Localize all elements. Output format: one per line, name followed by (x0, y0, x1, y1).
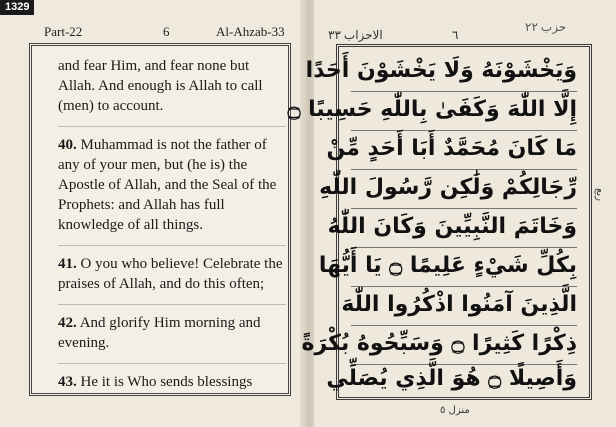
divider (58, 245, 286, 246)
verse-text: And glorify Him morning and evening. (58, 315, 261, 351)
arabic-surah-header: الاحزاب ٣٣ (328, 28, 383, 42)
paragraph-text: and fear Him, and fear none but Allah. And enough is Allah to call (men) to account. (58, 58, 263, 114)
page-number-badge: 1329 (0, 0, 34, 15)
margin-marker: ربع (594, 188, 605, 201)
arabic-page-number: ٦ (452, 28, 459, 42)
arabic-line: وَيَخْشَوْنَهُ وَلَا يَخْشَوْنَ أَحَدًا (351, 51, 577, 92)
divider (58, 126, 286, 127)
translation-frame (29, 43, 291, 396)
divider (58, 363, 286, 364)
arabic-line: ذِكْرًا كَثِيرًا ۝ وَسَبِّحُوهُ بُكْرَةً (351, 324, 577, 365)
arabic-line: الَّذِينَ آمَنُوا اذْكُرُوا اللّٰهَ (351, 285, 577, 326)
arabic-text-frame (287, 44, 592, 400)
part-header: Part-22 (44, 24, 83, 39)
arabic-line: إِلَّا اللّٰهَ وَكَفَىٰ بِاللّٰهِ حَسِيبًا ۝ (351, 90, 577, 131)
arabic-line: وَأَصِيلًا ۝ هُوَ الَّذِي يُصَلِّي (326, 366, 577, 391)
verse-text: He it is Who sends blessings (80, 374, 253, 390)
verse-43 (58, 372, 286, 398)
verse-number: 42. (58, 315, 77, 331)
arabic-line: وَخَاتَمَ النَّبِيِّينَ وَكَانَ اللّٰهُ (351, 207, 577, 248)
divider (58, 304, 286, 305)
verse-text: O you who believe! Celebrate the praises of Allah, and do this often; (58, 256, 283, 292)
verse-number: 40. (58, 137, 77, 153)
translation-text (58, 56, 286, 398)
arabic-line: مَا كَانَ مُحَمَّدٌ أَبَا أَحَدٍ مِّنْ (351, 129, 577, 170)
arabic-part-header: حزب ٢٢ (525, 20, 567, 34)
manzil-footer: منزل ٥ (440, 405, 470, 416)
arabic-line: رِّجَالِكُمْ وَلَٰكِن رَّسُولَ اللّٰهِ (351, 168, 577, 209)
surah-header: Al-Ahzab-33 (216, 24, 285, 39)
paragraph-continuation (58, 56, 286, 122)
verse-40 (58, 135, 286, 241)
verse-number: 41. (58, 256, 77, 272)
verse-42 (58, 313, 286, 359)
verse-text: Muhammad is not the father of any of your men, but (he is) the Apostle of Allah, and the Seal of the Prophets: and Allah has full knowledge of all things. (58, 137, 277, 233)
page-number: 6 (163, 24, 170, 39)
verse-number: 43. (58, 374, 77, 390)
arabic-line: بِكُلِّ شَيْءٍ عَلِيمًا ۝ يَا أَيُّهَا (351, 246, 577, 287)
verse-41 (58, 254, 286, 300)
